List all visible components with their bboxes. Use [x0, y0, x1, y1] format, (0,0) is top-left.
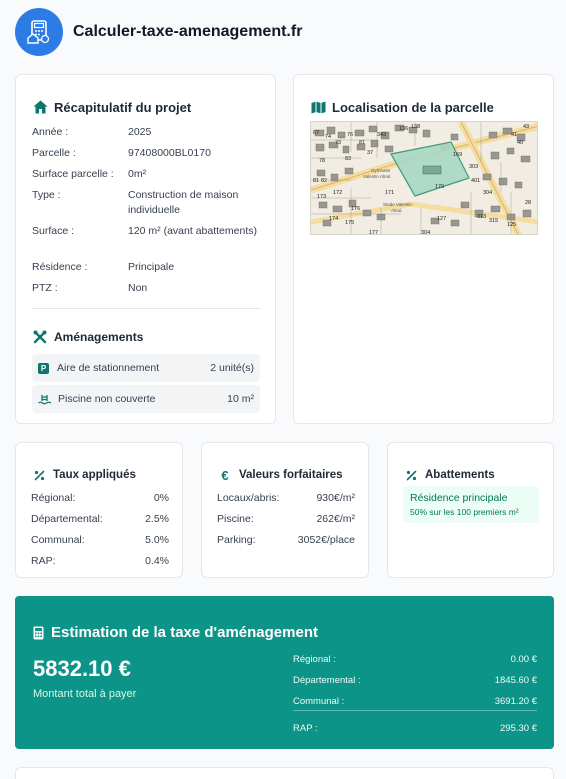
allowances-card: [387, 442, 554, 578]
site-header: [15, 8, 302, 56]
rate-row-rap: RAP: 0.4%: [31, 554, 169, 567]
svg-text:304: 304: [421, 230, 431, 235]
svg-text:74: 74: [325, 134, 332, 140]
percent-icon: [31, 467, 47, 483]
svg-text:41: 41: [511, 132, 518, 138]
svg-text:82: 82: [321, 178, 328, 184]
home-icon: [32, 99, 48, 115]
svg-text:83: 83: [345, 156, 352, 162]
svg-text:173: 173: [317, 194, 327, 200]
svg-text:343: 343: [377, 132, 387, 138]
svg-text:313: 313: [477, 214, 487, 220]
amenagement-row-pool: Piscine non couverte 10 m²: [32, 385, 260, 413]
svg-text:Abral: Abral: [391, 208, 402, 213]
flat-values-list: [217, 487, 355, 550]
svg-text:40: 40: [517, 140, 524, 146]
project-summary-title: Récapitulatif du projet: [32, 99, 191, 115]
rate-row-communal: Communal: 5.0%: [31, 533, 169, 546]
svg-text:174: 174: [329, 216, 339, 222]
svg-text:169: 169: [453, 152, 463, 158]
tax-total-label: Montant total à payer: [33, 688, 137, 700]
percent-icon: [403, 467, 419, 483]
rates-title: Taux appliqués: [31, 467, 136, 483]
allowance-line-2: 50% sur les 100 premiers m²: [410, 507, 519, 517]
summary-divider: [32, 308, 261, 309]
amenagements-title: Aménagements: [32, 329, 143, 345]
svg-text:136: 136: [399, 126, 409, 132]
svg-text:177: 177: [369, 230, 379, 235]
summary-row-type: Type : Construction de maison individuelle: [32, 189, 239, 216]
svg-text:76: 76: [347, 132, 354, 138]
flat-values-title: € Valeurs forfaitaires: [217, 467, 343, 483]
tools-icon: [32, 329, 48, 345]
next-section-card: [15, 767, 554, 779]
estimate-divider: [293, 710, 537, 711]
svg-text:170: 170: [435, 184, 445, 190]
rate-row-regional: Régional: 0%: [31, 491, 169, 504]
svg-text:Stade Valentin: Stade Valentin: [383, 202, 412, 207]
svg-text:304: 304: [483, 190, 493, 196]
summary-list: [32, 125, 268, 302]
flat-value-row-parking: Parking: 3052€/place: [217, 533, 355, 546]
estimate-row-rap: RAP : 295.30 €: [293, 723, 537, 734]
summary-row-surface: Surface : 120 m² (avant abattements): [32, 225, 257, 237]
site-title[interactable]: Calculer-taxe-amenagement.fr: [73, 23, 303, 40]
parking-icon: P: [38, 363, 49, 374]
allowance-badge: [403, 486, 539, 523]
rates-list: [31, 487, 169, 571]
svg-text:28: 28: [525, 200, 532, 206]
tax-estimate-title: Estimation de la taxe d'aménagement: [33, 624, 318, 641]
map-icon: [310, 99, 326, 115]
project-summary-card: [15, 74, 276, 424]
allowances-title: Abattements: [403, 467, 495, 483]
estimate-row-communal: Communal : 3691.20 €: [293, 696, 537, 707]
estimate-row-regional: Régional : 0.00 €: [293, 654, 537, 665]
calculator-house-icon[interactable]: [15, 8, 63, 56]
svg-text:37: 37: [367, 150, 374, 156]
svg-text:172: 172: [333, 190, 343, 196]
svg-text:Gymnase: Gymnase: [371, 168, 391, 173]
svg-text:401: 401: [471, 178, 481, 184]
estimate-row-departemental: Départemental : 1845.60 €: [293, 675, 537, 686]
tax-estimate-panel: [15, 596, 554, 749]
svg-text:138: 138: [411, 124, 421, 130]
parcel-location-card: [293, 74, 554, 424]
svg-text:315: 315: [489, 218, 499, 224]
allowance-line-1: Résidence principale: [410, 492, 508, 504]
euro-icon: €: [221, 467, 229, 483]
calculator-icon: [33, 626, 44, 640]
svg-text:303: 303: [469, 164, 479, 170]
svg-text:Valentin Abral: Valentin Abral: [363, 174, 391, 179]
pool-icon: [38, 394, 52, 405]
parcel-location-title: Localisation de la parcelle: [310, 99, 494, 115]
svg-text:176: 176: [351, 206, 361, 212]
rate-row-departemental: Départemental: 2.5%: [31, 512, 169, 525]
summary-row-ptz: PTZ : Non: [32, 282, 148, 294]
svg-text:78: 78: [319, 158, 326, 164]
svg-text:125: 125: [507, 222, 517, 228]
rates-card: [15, 442, 183, 578]
svg-text:171: 171: [385, 190, 395, 196]
svg-text:81: 81: [359, 140, 366, 146]
svg-text:81: 81: [313, 178, 320, 184]
amenagement-row-parking: P Aire de stationnement 2 unité(s): [32, 354, 260, 382]
svg-text:175: 175: [345, 220, 355, 226]
svg-text:127: 127: [437, 216, 447, 222]
svg-text:43: 43: [523, 124, 530, 130]
flat-value-row-piscine: Piscine: 262€/m²: [217, 512, 355, 525]
flat-value-row-locaux: Locaux/abris: 930€/m²: [217, 491, 355, 504]
cadastral-map[interactable]: [310, 121, 538, 235]
flat-values-card: [201, 442, 369, 578]
svg-text:73: 73: [335, 140, 342, 146]
summary-row-residence: Résidence : Principale: [32, 261, 175, 273]
tax-total-amount: 5832.10 €: [33, 656, 131, 681]
summary-row-parcel-surface: Surface parcelle : 0m²: [32, 168, 147, 180]
svg-text:67: 67: [313, 130, 320, 136]
summary-row-year: Année : 2025: [32, 126, 152, 138]
summary-row-parcel: Parcelle : 97408000BL0170: [32, 147, 211, 159]
